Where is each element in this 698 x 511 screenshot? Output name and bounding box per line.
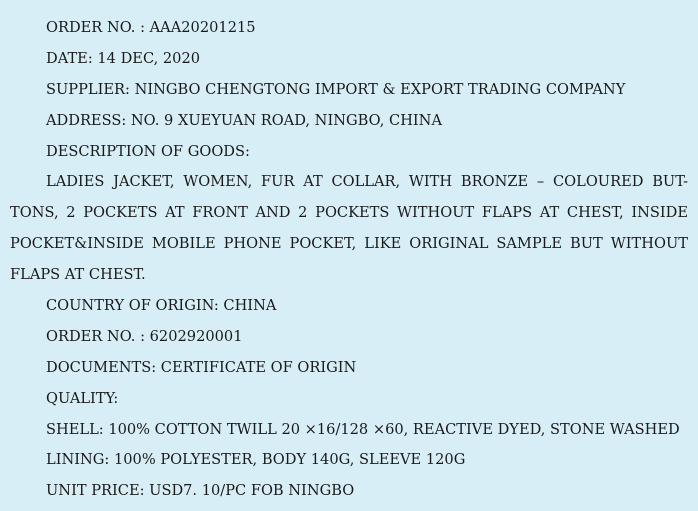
description-line-1: LADIES JACKET, WOMEN, FUR AT COLLAR, WITH BRONZE – COLOURED BUT- — [46, 173, 688, 191]
unit-price: UNIT PRICE: USD7. 10/PC FOB NINGBO — [46, 482, 355, 500]
address: ADDRESS: NO. 9 XUEYUAN ROAD, NINGBO, CHINA — [46, 111, 442, 129]
order-date: DATE: 14 DEC, 2020 — [46, 49, 201, 67]
description-line-3: POCKET&INSIDE MOBILE PHONE POCKET, LIKE ORIGINAL SAMPLE BUT WITHOUT — [10, 235, 688, 253]
shell-spec: SHELL: 100% COTTON TWILL 20 ×16/128 ×60, REACTIVE DYED, STONE WASHED — [46, 420, 680, 438]
hs-order-number: ORDER NO. : 6202920001 — [46, 327, 243, 345]
order-number: ORDER NO. : AAA20201215 — [46, 19, 256, 36]
country-of-origin: COUNTRY OF ORIGIN: CHINA — [46, 297, 277, 315]
lining-spec: LINING: 100% POLYESTER, BODY 140G, SLEEVE 120G — [46, 451, 466, 469]
documents: DOCUMENTS: CERTIFICATE OF ORIGIN — [46, 358, 357, 376]
description-line-2: TONS, 2 POCKETS AT FRONT AND 2 POCKETS WITHOUT FLAPS AT CHEST, INSIDE — [10, 204, 688, 222]
supplier: SUPPLIER: NINGBO CHENGTONG IMPORT & EXPORT TRADING COMPANY — [46, 80, 626, 98]
description-heading: DESCRIPTION OF GOODS: — [46, 142, 250, 160]
description-line-4: FLAPS AT CHEST. — [10, 266, 146, 284]
quality-heading: QUALITY: — [46, 389, 119, 407]
